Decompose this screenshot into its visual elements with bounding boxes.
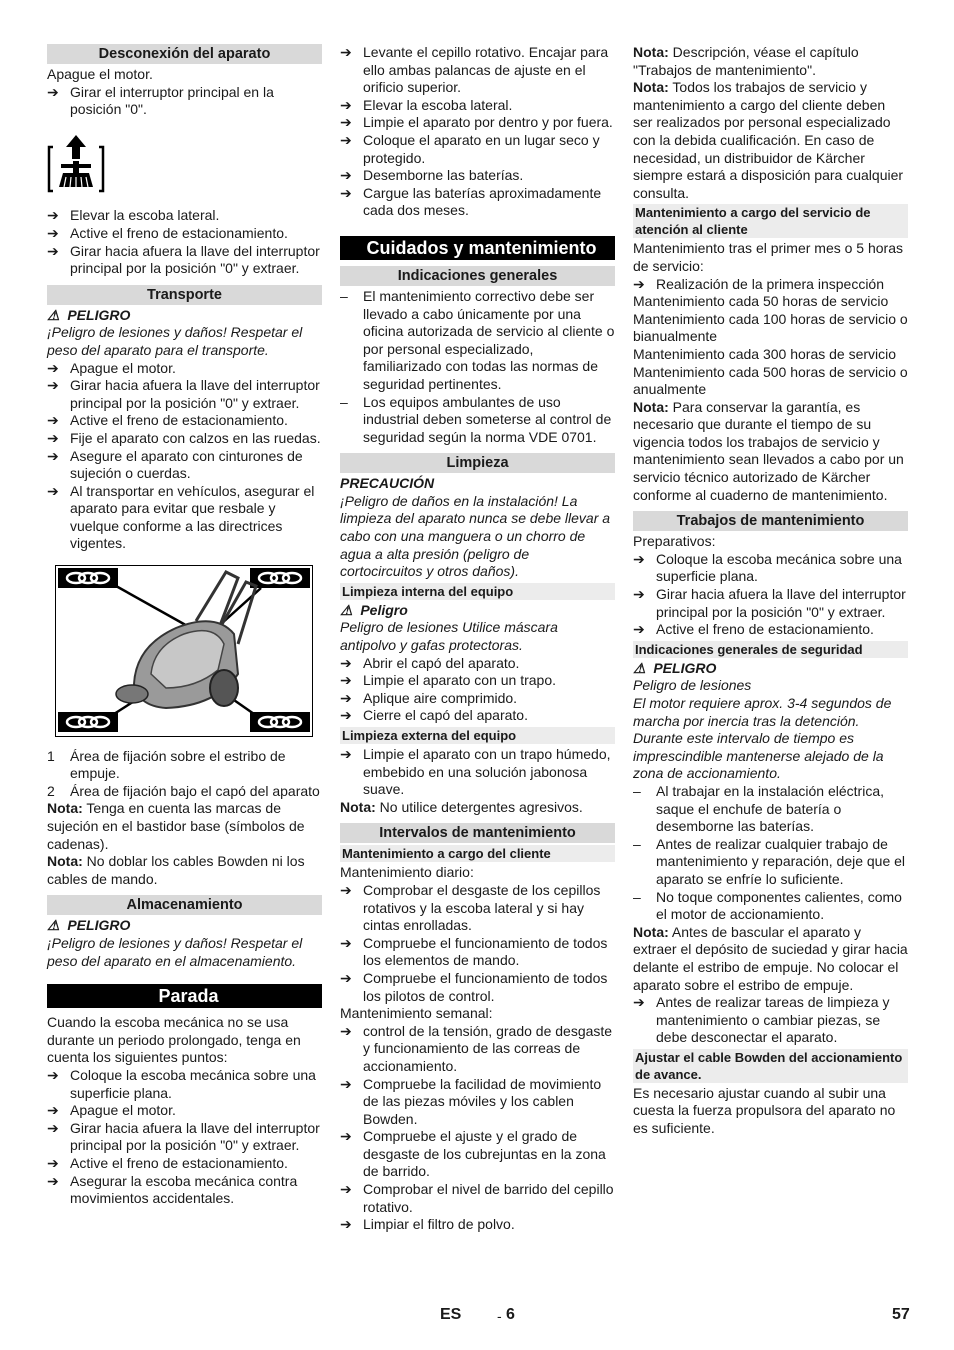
footer-language: ES [440, 1306, 462, 1323]
step-text: Cargue las baterías aproximadamente cada dos meses. [363, 184, 602, 219]
step-text: Realización de la primera inspección [656, 275, 885, 292]
arrow-icon: ➔ [47, 224, 59, 241]
step-text: Coloque la escoba mecánica sobre una superficie plana. [70, 1066, 316, 1101]
chain-icon [250, 568, 310, 588]
step-text: Active el freno de estacionamiento. [70, 412, 288, 429]
dash-item: – El mantenimiento correctivo debe ser llevado a cabo únicamente por una oficina autorizada de servicio al cliente o por personal especializado, familiarizado con todas las normas de seguridad pertinentes. [340, 287, 615, 392]
arrow-icon: ➔ [340, 881, 352, 898]
arrow-icon: ➔ [340, 96, 352, 113]
step [340, 114, 615, 132]
step [47, 430, 322, 448]
footer-section-page: 6 [506, 1306, 515, 1323]
step [340, 672, 615, 690]
caution-title: PRECAUCIÓN [340, 475, 435, 492]
arrow-icon: ➔ [340, 1075, 352, 1092]
warning-title: ⚠ PELIGRO [47, 917, 131, 934]
note: Nota: Antes de bascular el aparato y extraer el depósito de suciedad y girar hacia delante el estribo de empuje. No colocar el aparato sobre el estribo de empuje. [633, 923, 908, 993]
step-text: Girar hacia afuera la llave del interruptor principal por la posición "0" y extraer. [70, 242, 320, 277]
step-text: Apague el motor. [70, 359, 176, 376]
footer-dash: - [497, 1308, 502, 1324]
arrow-icon: ➔ [340, 44, 352, 60]
legend-item: 2 Área de fijación bajo el capó del aparato [47, 782, 320, 799]
step-text: Elevar la escoba lateral. [363, 96, 513, 113]
step [47, 225, 322, 243]
heading-cuidados: Cuidados y mantenimiento [340, 236, 615, 260]
arrow-icon: ➔ [47, 359, 59, 376]
arrow-icon: ➔ [340, 131, 352, 148]
text-bowden: Es necesario ajustar cuando al subir una cuesta la fuerza propulsora del aparato no es suficiente. [633, 1084, 896, 1137]
step [47, 483, 322, 553]
step-text: Coloque la escoba mecánica sobre una superficie plana. [656, 550, 902, 585]
step [340, 132, 615, 167]
heading-limpieza: Limpieza [340, 453, 615, 473]
step [340, 1023, 615, 1076]
footer-page-number: 57 [892, 1306, 910, 1323]
arrow-icon: ➔ [47, 482, 59, 499]
step [47, 84, 322, 119]
step-text: Girar hacia afuera la llave del interruptor principal por la posición "0" y extraer. [70, 1119, 320, 1154]
step [633, 586, 908, 621]
step-text: Comprobar el desgaste de los cepillos rotativos y la escoba lateral y si hay cintas enrolladas. [363, 881, 601, 934]
step [340, 185, 615, 220]
arrow-icon: ➔ [340, 1181, 352, 1198]
note: Nota: Todos los trabajos de servicio y mantenimiento a cargo del cliente deben ser realizados por personal especializado con la debida cualificación. En caso de necesidad, un distribuidor de Kärcher siempre estará a disposición para cualquier consulta. [633, 79, 904, 201]
arrow-icon: ➔ [47, 412, 59, 429]
warning-icon: ⚠ [47, 306, 60, 323]
step-text: Antes de realizar tareas de limpieza y mantenimiento o cambiar piezas, se debe desconectar el aparato. [656, 994, 890, 1046]
step-text: Asegurar la escoba mecánica contra movimientos accidentales. [70, 1172, 298, 1207]
arrow-icon: ➔ [47, 207, 59, 224]
step-text: Aplique aire comprimido. [363, 689, 518, 706]
legend-item: 1 Área de fijación sobre el estribo de empuje. [47, 747, 286, 782]
text-m500: Mantenimiento cada 500 horas de servicio o anualmente [633, 363, 908, 398]
step [340, 1216, 615, 1234]
heading-servicio: Mantenimiento a cargo del servicio de atención al cliente [633, 204, 908, 238]
arrow-icon: ➔ [633, 994, 645, 1011]
heading-parada: Parada [47, 984, 322, 1008]
step [633, 994, 908, 1047]
heading-seguridad: Indicaciones generales de seguridad [633, 641, 908, 658]
step-text: Elevar la escoba lateral. [70, 207, 220, 224]
step-text: Cierre el capó del aparato. [363, 707, 528, 724]
text-tras: Mantenimiento tras el primer mes o 5 horas de servicio: [633, 240, 903, 274]
text-m100: Mantenimiento cada 100 horas de servicio o bianualmente [633, 310, 908, 345]
step-text: Limpie el aparato por dentro y por fuera. [363, 114, 613, 131]
arrow-icon: ➔ [47, 1154, 59, 1171]
arrow-icon: ➔ [47, 1172, 59, 1189]
step-text: Compruebe el funcionamiento de todos los pilotos de control. [363, 969, 608, 1004]
arrow-icon: ➔ [633, 550, 645, 567]
step-text: Limpiar el filtro de polvo. [363, 1216, 515, 1233]
arrow-icon: ➔ [340, 1022, 352, 1039]
note: Nota: No doblar los cables Bowden ni los cables de mando. [47, 853, 305, 887]
step-text: Girar hacia afuera la llave del interruptor principal por la posición "0" y extraer. [656, 586, 906, 620]
heading-desconexion: Desconexión del aparato [47, 44, 322, 64]
arrow-icon: ➔ [47, 83, 59, 100]
text-preparativos: Preparativos: [633, 533, 716, 550]
step-text: Compruebe el ajuste y el grado de desgaste de los cubrejuntas en la zona de barrido. [363, 1128, 606, 1180]
arrow-icon: ➔ [47, 1066, 59, 1083]
arrow-icon: ➔ [340, 689, 352, 706]
arrow-icon: ➔ [47, 429, 59, 446]
arrow-icon: ➔ [340, 746, 352, 762]
step [340, 1076, 615, 1129]
heading-interna: Limpieza interna del equipo [340, 583, 615, 600]
step [47, 207, 322, 225]
step [633, 551, 908, 586]
step [633, 276, 908, 294]
step [340, 882, 615, 935]
dash-item: – Antes de realizar cualquier trabajo de mantenimiento y reparación, deje que el aparato se enfríe lo suficiente. [633, 835, 906, 887]
step-text: Limpie el aparato con un trapo. [363, 672, 557, 689]
arrow-icon: ➔ [47, 1119, 59, 1136]
step [47, 360, 322, 378]
step [47, 243, 322, 278]
dash-item: – Los equipos ambulantes de uso industrial deben someterse al control de seguridad según la norma VDE 0701. [340, 393, 612, 445]
step [340, 707, 615, 725]
step-text: control de la tensión, grado de desgaste y funcionamiento de las correas de accionamiento. [363, 1022, 613, 1074]
step-text: Comprobar el nivel de barrido del cepillo rotativo. [363, 1181, 614, 1215]
sweeper-tie-down-illustration [55, 565, 313, 737]
text-semanal: Mantenimiento semanal: [340, 1005, 493, 1022]
step [340, 167, 615, 185]
warning-icon: ⚠ [633, 659, 646, 676]
step [340, 1181, 615, 1216]
arrow-icon: ➔ [340, 184, 352, 201]
step [340, 655, 615, 673]
step [47, 1173, 322, 1208]
step-text: Fije el aparato con calzos en las ruedas. [70, 429, 321, 446]
arrow-icon: ➔ [47, 447, 59, 464]
step [47, 377, 322, 412]
step [47, 1120, 322, 1155]
step-text: Al transportar en vehículos, asegurar el aparato para evitar que resbale y vuelque conforme a las directrices vigentes. [70, 482, 315, 552]
warning-text: Peligro de lesiones Utilice máscara antipolvo y gafas protectoras. [340, 619, 558, 654]
arrow-icon: ➔ [47, 242, 59, 259]
step-text: Asegure el aparato con cinturones de sujeción o cuerdas. [70, 447, 303, 482]
heading-indicaciones: Indicaciones generales [340, 266, 615, 286]
heading-bowden: Ajustar el cable Bowden del accionamiento de avance. [633, 1049, 908, 1083]
arrow-icon: ➔ [340, 672, 352, 689]
arrow-icon: ➔ [340, 1216, 352, 1233]
arrow-icon: ➔ [340, 654, 352, 671]
arrow-icon: ➔ [340, 969, 352, 986]
step-text: Girar el interruptor principal en la posición "0". [70, 83, 274, 118]
text-apague: Apague el motor. [47, 66, 153, 82]
arrow-icon: ➔ [633, 275, 645, 292]
chain-icon [58, 712, 118, 732]
note: Nota: No utilice detergentes agresivos. [340, 798, 583, 815]
step [340, 690, 615, 708]
chain-icon [250, 712, 310, 732]
arrow-icon: ➔ [340, 114, 352, 131]
heading-externa: Limpieza externa del equipo [340, 727, 615, 744]
raise-side-broom-icon [47, 133, 105, 195]
step [633, 621, 908, 639]
step [47, 1067, 322, 1102]
step [340, 97, 615, 115]
step-text: Abrir el capó del aparato. [363, 654, 520, 671]
text-diario: Mantenimiento diario: [340, 864, 474, 881]
step-text: Active el freno de estacionamiento. [656, 621, 874, 638]
heading-cliente: Mantenimiento a cargo del cliente [340, 845, 615, 862]
step [47, 1155, 322, 1173]
warning-title: ⚠ PELIGRO [47, 306, 131, 323]
arrow-icon: ➔ [340, 934, 352, 951]
arrow-icon: ➔ [340, 167, 352, 184]
warning-text: ¡Peligro de lesiones y daños! Respetar el peso del aparato en el almacenamiento. [47, 935, 303, 969]
arrow-icon: ➔ [47, 377, 59, 394]
warning-title: ⚠ PELIGRO [633, 659, 717, 676]
step-text: Desemborne las baterías. [363, 167, 524, 184]
warning-subtitle: Peligro de lesiones [633, 677, 752, 694]
heading-trabajos: Trabajos de mantenimiento [633, 511, 908, 531]
step [340, 746, 615, 799]
step-text: Levante el cepillo rotativo. Encajar para ello ambas palancas de ajuste en el orificio superior. [363, 44, 609, 96]
arrow-icon: ➔ [633, 621, 645, 638]
step [47, 1102, 322, 1120]
step-text: Coloque el aparato en un lugar seco y protegido. [363, 131, 600, 166]
column-1 [47, 44, 322, 1208]
arrow-icon: ➔ [340, 707, 352, 724]
step [340, 970, 615, 1005]
note: Nota: Para conservar la garantía, es necesario que durante el tiempo de su vigencia todos los trabajos de servicio y mantenimiento sean llevados a cabo por un servicio técnico autorizado de Kärcher conforme al cuaderno de mantenimiento. [633, 398, 904, 503]
note: Nota: Tenga en cuenta las marcas de sujeción en el bastidor base (símbolos de cadenas). [47, 800, 305, 852]
text-m300: Mantenimiento cada 300 horas de servicio [633, 345, 897, 362]
arrow-icon: ➔ [47, 1102, 59, 1119]
step-text: Compruebe el funcionamiento de todos los elementos de mando. [363, 934, 608, 969]
warning-text: ¡Peligro de lesiones y daños! Respetar el peso del aparato para el transporte. [47, 324, 303, 358]
note: Nota: Descripción, véase el capítulo "Trabajos de mantenimiento". [633, 44, 859, 78]
warning-icon: ⚠ [340, 601, 353, 618]
heading-almacenamiento: Almacenamiento [47, 895, 322, 915]
step-text: Girar hacia afuera la llave del interruptor principal por la posición "0" y extraer. [70, 377, 320, 411]
caution-text: ¡Peligro de daños en la instalación! La limpieza del aparato nunca se debe llevar a cabo con una manguera o un chorro de agua a alta presión (peligro de cortocircuitos y otros daños). [340, 492, 611, 580]
step [340, 1128, 615, 1181]
warning-icon: ⚠ [47, 917, 60, 934]
step [340, 935, 615, 970]
step [47, 448, 322, 483]
column-2 [340, 44, 615, 1234]
warning-title: ⚠ Peligro [340, 601, 408, 618]
text-m50: Mantenimiento cada 50 horas de servicio [633, 293, 889, 310]
step [340, 44, 615, 97]
dash-item: – Al trabajar en la instalación eléctrica, saque el enchufe de batería o desemborne las baterías. [633, 782, 885, 835]
step-text: Active el freno de estacionamiento. [70, 224, 288, 241]
arrow-icon: ➔ [340, 1128, 352, 1145]
arrow-icon: ➔ [633, 586, 645, 603]
warning-text: El motor requiere aprox. 3-4 segundos de marcha por inercia tras la detención. Durante este intervalo de tiempo es imprescindible mantenerse alejado de la zona de accionamiento. [633, 695, 892, 782]
chain-icon [58, 568, 118, 588]
step-text: Apague el motor. [70, 1102, 176, 1119]
text-parada: Cuando la escoba mecánica no se usa durante un periodo prolongado, tenga en cuenta los siguientes puntos: [47, 1014, 301, 1066]
dash-item: – No toque componentes calientes, como el motor de accionamiento. [633, 888, 902, 923]
step [47, 412, 322, 430]
step-text: Active el freno de estacionamiento. [70, 1154, 288, 1171]
heading-transporte: Transporte [47, 285, 322, 305]
step-text: Compruebe la facilidad de movimiento de las piezas móviles y los cablen Bowden. [363, 1075, 602, 1127]
heading-intervalos: Intervalos de mantenimiento [340, 823, 615, 843]
column-3 [633, 44, 908, 1138]
step-text: Limpie el aparato con un trapo húmedo, embebido en una solución jabonosa suave. [363, 746, 611, 798]
